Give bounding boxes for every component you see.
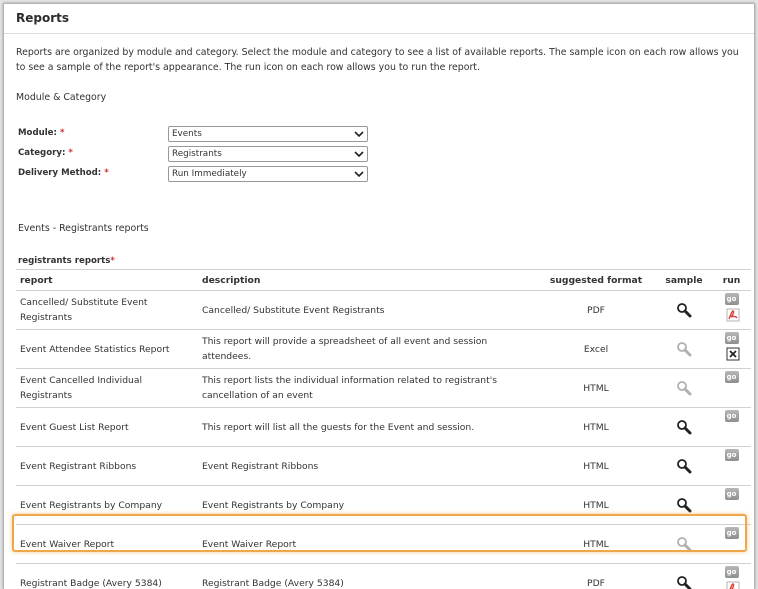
category-select-value: Registrants (172, 149, 222, 159)
report-description: Event Waiver Report (198, 525, 536, 564)
sample-cell (656, 369, 712, 408)
report-format: HTML (536, 408, 656, 447)
column-header-report: report (16, 270, 198, 291)
table-row (16, 525, 751, 564)
run-cell (712, 447, 751, 486)
table-header-row (16, 270, 751, 291)
report-format: HTML (536, 486, 656, 525)
go-button[interactable]: go (725, 332, 739, 344)
report-description: This report will provide a spreadsheet of all event and session attendees. (198, 330, 536, 369)
column-header-description: description (198, 270, 536, 291)
report-name: Registrant Badge (Avery 5384) (16, 564, 198, 589)
pdf-icon[interactable] (726, 308, 740, 322)
report-format: HTML (536, 369, 656, 408)
table-row (16, 564, 751, 589)
module-select-value: Events (172, 129, 202, 139)
sample-cell (656, 330, 712, 369)
sample-cell (656, 564, 712, 589)
report-description: Event Registrants by Company (198, 486, 536, 525)
go-button[interactable]: go (725, 410, 739, 422)
report-description: Registrant Badge (Avery 5384) (198, 564, 536, 589)
table-row (16, 447, 751, 486)
magnifier-icon[interactable] (676, 302, 692, 318)
sample-cell (656, 447, 712, 486)
title-divider (4, 33, 754, 34)
report-description: Event Registrant Ribbons (198, 447, 536, 486)
delivery-method-select-value: Run Immediately (172, 169, 247, 179)
magnifier-icon (676, 341, 692, 357)
go-button[interactable]: go (725, 371, 739, 383)
magnifier-icon (676, 536, 692, 552)
report-name: Event Waiver Report (16, 525, 198, 564)
category-label: Category: * (18, 148, 73, 158)
run-cell (712, 291, 751, 330)
required-mark: * (60, 128, 65, 138)
chevron-down-icon (354, 170, 364, 178)
report-format: PDF (536, 291, 656, 330)
report-name: Event Registrant Ribbons (16, 447, 198, 486)
table-row (16, 330, 751, 369)
run-cell (712, 408, 751, 447)
magnifier-icon[interactable] (676, 497, 692, 513)
run-cell (712, 486, 751, 525)
chevron-down-icon (354, 130, 364, 138)
table-row (16, 486, 751, 525)
reports-panel (3, 3, 755, 589)
magnifier-icon[interactable] (676, 575, 692, 589)
column-header-sample: sample (656, 270, 712, 291)
magnifier-icon[interactable] (676, 458, 692, 474)
report-description: This report lists the individual information related to registrant's cancellation of an event (198, 369, 536, 408)
go-button[interactable]: go (725, 527, 739, 539)
run-cell (712, 369, 751, 408)
report-format: Excel (536, 330, 656, 369)
report-description: Cancelled/ Substitute Event Registrants (198, 291, 536, 330)
required-mark: * (68, 148, 73, 158)
report-description: This report will list all the guests for the Event and session. (198, 408, 536, 447)
report-format: PDF (536, 564, 656, 589)
go-button[interactable]: go (725, 293, 739, 305)
sample-cell (656, 291, 712, 330)
reports-table (16, 269, 751, 589)
sample-cell (656, 408, 712, 447)
intro-text: Reports are organized by module and category. Select the module and category to see a list of available reports. The sample icon on each row allows you to see a sample of the report's appearance. The run icon on each row allows you to run the report. (16, 45, 741, 75)
module-category-heading: Module & Category (16, 92, 106, 103)
report-name: Event Guest List Report (16, 408, 198, 447)
page-title: Reports (16, 11, 69, 25)
report-name: Cancelled/ Substitute Event Registrants (16, 291, 198, 330)
go-button[interactable]: go (725, 566, 739, 578)
report-name: Event Attendee Statistics Report (16, 330, 198, 369)
report-format: HTML (536, 525, 656, 564)
run-cell (712, 564, 751, 589)
go-button[interactable]: go (725, 488, 739, 500)
table-row (16, 291, 751, 330)
required-mark: * (104, 168, 109, 178)
table-row (16, 408, 751, 447)
magnifier-icon (676, 380, 692, 396)
report-format: HTML (536, 447, 656, 486)
module-select[interactable] (168, 126, 368, 142)
go-button[interactable]: go (725, 449, 739, 461)
chevron-down-icon (354, 150, 364, 158)
table-row (16, 369, 751, 408)
reports-group-label: registrants reports* (18, 256, 115, 266)
report-name: Event Registrants by Company (16, 486, 198, 525)
column-header-run: run (712, 270, 751, 291)
sample-cell (656, 525, 712, 564)
category-select[interactable] (168, 146, 368, 162)
delivery-method-select[interactable] (168, 166, 368, 182)
excel-icon[interactable] (726, 347, 740, 361)
magnifier-icon[interactable] (676, 419, 692, 435)
report-name: Event Cancelled Individual Registrants (16, 369, 198, 408)
reports-section-heading: Events - Registrants reports (18, 223, 149, 234)
module-label: Module: * (18, 128, 64, 138)
run-cell (712, 525, 751, 564)
run-cell (712, 330, 751, 369)
delivery-method-label: Delivery Method: * (18, 168, 109, 178)
column-header-format: suggested format (536, 270, 656, 291)
sample-cell (656, 486, 712, 525)
